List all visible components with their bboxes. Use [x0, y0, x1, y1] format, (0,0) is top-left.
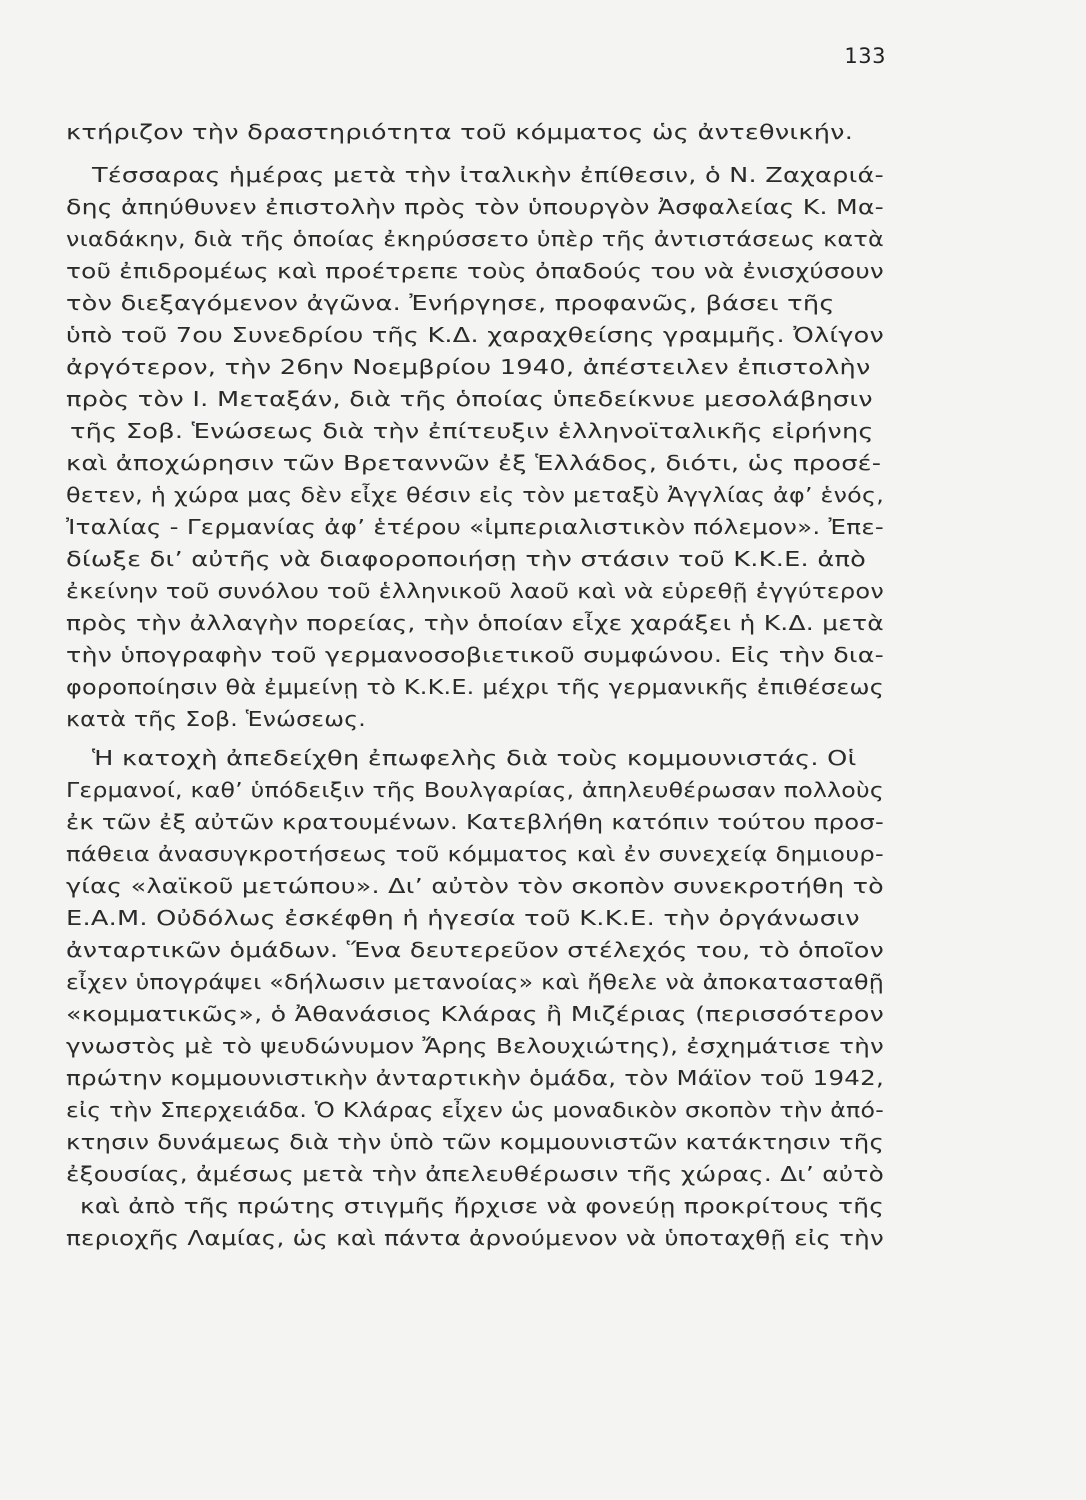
- text-line: πρὸς τὸν Ι. Μεταξάν, διὰ τῆς ὁποίας ὑπεδείκνυε μεσολάβησιν: [66, 387, 873, 411]
- text-line: ἀνταρτικῶν ὁμάδων. Ἕνα δευτερεῦον στέλεχός του, τὸ ὁποῖον: [66, 938, 884, 962]
- text-line: καὶ ἀποχώρησιν τῶν Βρεταννῶν ἐξ Ἑλλάδος, διότι, ὡς προσέ-: [66, 451, 882, 475]
- text-line: Γερμανοί, καθ’ ὑπόδειξιν τῆς Βουλγαρίας, ἀπηλευθέρωσαν πολλοὺς: [66, 778, 884, 802]
- text-line: Ἡ κατοχὴ ἀπεδείχθη ἐπωφελὴς διὰ τοὺς κομμουνιστάς. Οἱ: [92, 746, 857, 770]
- text-line: κτησιν δυνάμεως διὰ τὴν ὑπὸ τῶν κομμουνιστῶν κατάκτησιν τῆς: [66, 1130, 884, 1154]
- text-line: Ἰταλίας - Γερμανίας ἀφ’ ἑτέρου «ἰμπεριαλιστικὸν πόλεμον». Ἐπε-: [66, 515, 884, 539]
- text-line: ἐκ τῶν ἐξ αὐτῶν κρατουμένων. Κατεβλήθη κατόπιν τούτου προσ-: [66, 810, 884, 834]
- text-line: πρὸς τὴν ἀλλαγὴν πορείας, τὴν ὁποίαν εἶχε χαράξει ἡ Κ.Δ. μετὰ: [66, 611, 884, 635]
- text-line: καὶ ἀπὸ τῆς πρώτης στιγμῆς ἤρχισε νὰ φονεύῃ προκρίτους τῆς: [80, 1194, 885, 1218]
- text-line: γίας «λαϊκοῦ μετώπου». Δι’ αὐτὸν τὸν σκοπὸν συνεκροτήθη τὸ: [66, 874, 884, 898]
- text-line: φοροποίησιν θὰ ἐμμείνῃ τὸ Κ.Κ.Ε. μέχρι τῆς γερμανικῆς ἐπιθέσεως: [66, 675, 884, 699]
- text-line: τῆς Σοβ. Ἑνώσεως διὰ τὴν ἐπίτευξιν ἑλληνοϊταλικῆς εἰρήνης: [70, 419, 874, 443]
- text-line: ἐξουσίας, ἀμέσως μετὰ τὴν ἀπελευθέρωσιν τῆς χώρας. Δι’ αὐτὸ: [66, 1162, 884, 1186]
- text-line: τοῦ ἐπιδρομέως καὶ προέτρεπε τοὺς ὀπαδούς του νὰ ἐνισχύσουν: [66, 259, 884, 283]
- text-line: «κομματικῶς», ὁ Ἀθανάσιος Κλάρας ἢ Μιζέριας (περισσότερον: [66, 1002, 884, 1026]
- text-line: τὸν διεξαγόμενον ἀγῶνα. Ἐνήργησε, προφανῶς, βάσει τῆς: [66, 291, 835, 315]
- text-line: ἀργότερον, τὴν 26ην Νοεμβρίου 1940, ἀπέστειλεν ἐπιστολὴν: [66, 355, 871, 379]
- page-number: 133: [844, 44, 886, 68]
- text-line: κατὰ τῆς Σοβ. Ἑνώσεως.: [66, 707, 366, 731]
- text-line: κτήριζον τὴν δραστηριότητα τοῦ κόμματος ὡς ἀντεθνικήν.: [66, 120, 854, 144]
- text-line: θετεν, ἡ χώρα μας δὲν εἶχε θέσιν εἰς τὸν μεταξὺ Ἀγγλίας ἀφ’ ἑνός,: [66, 483, 884, 507]
- text-line: περιοχῆς Λαμίας, ὡς καὶ πάντα ἀρνούμενον νὰ ὑποταχθῇ εἰς τὴν: [66, 1226, 884, 1250]
- text-line: Ε.Α.Μ. Οὐδόλως ἐσκέφθη ἡ ἡγεσία τοῦ Κ.Κ.Ε. τὴν ὀργάνωσιν: [66, 906, 860, 930]
- text-line: γνωστὸς μὲ τὸ ψευδώνυμον Ἄρης Βελουχιώτης), ἐσχημάτισε τὴν: [66, 1034, 884, 1058]
- text-line: πάθεια ἀνασυγκροτήσεως τοῦ κόμματος καὶ ἐν συνεχείᾳ δημιουρ-: [66, 842, 884, 866]
- text-line: δίωξε δι’ αὐτῆς νὰ διαφοροποιήσῃ τὴν στάσιν τοῦ Κ.Κ.Ε. ἀπὸ: [66, 547, 867, 571]
- text-line: νιαδάκην, διὰ τῆς ὁποίας ἐκηρύσσετο ὑπὲρ τῆς ἀντιστάσεως κατὰ: [66, 227, 885, 251]
- text-line: δης ἀπηύθυνεν ἐπιστολὴν πρὸς τὸν ὑπουργὸν Ἀσφαλείας Κ. Μα-: [66, 195, 884, 219]
- text-line: εἶχεν ὑπογράψει «δήλωσιν μετανοίας» καὶ ἤθελε νὰ ἀποκατασταθῇ: [66, 970, 884, 994]
- text-line: πρώτην κομμουνιστικὴν ἀνταρτικὴν ὁμάδα, τὸν Μάϊον τοῦ 1942,: [66, 1066, 884, 1090]
- text-line: τὴν ὑπογραφὴν τοῦ γερμανοσοβιετικοῦ συμφώνου. Εἰς τὴν δια-: [66, 643, 884, 667]
- text-line: ὑπὸ τοῦ 7ου Συνεδρίου τῆς Κ.Δ. χαραχθείσης γραμμῆς. Ὀλίγον: [66, 323, 884, 347]
- text-line: ἐκείνην τοῦ συνόλου τοῦ ἑλληνικοῦ λαοῦ καὶ νὰ εὑρεθῇ ἐγγύτερον: [66, 579, 884, 603]
- text-line: Τέσσαρας ἡμέρας μετὰ τὴν ἰταλικὴν ἐπίθεσιν, ὁ Ν. Ζαχαριά-: [92, 163, 884, 187]
- text-line: εἰς τὴν Σπερχειάδα. Ὁ Κλάρας εἶχεν ὡς μοναδικὸν σκοπὸν τὴν ἀπό-: [66, 1098, 884, 1122]
